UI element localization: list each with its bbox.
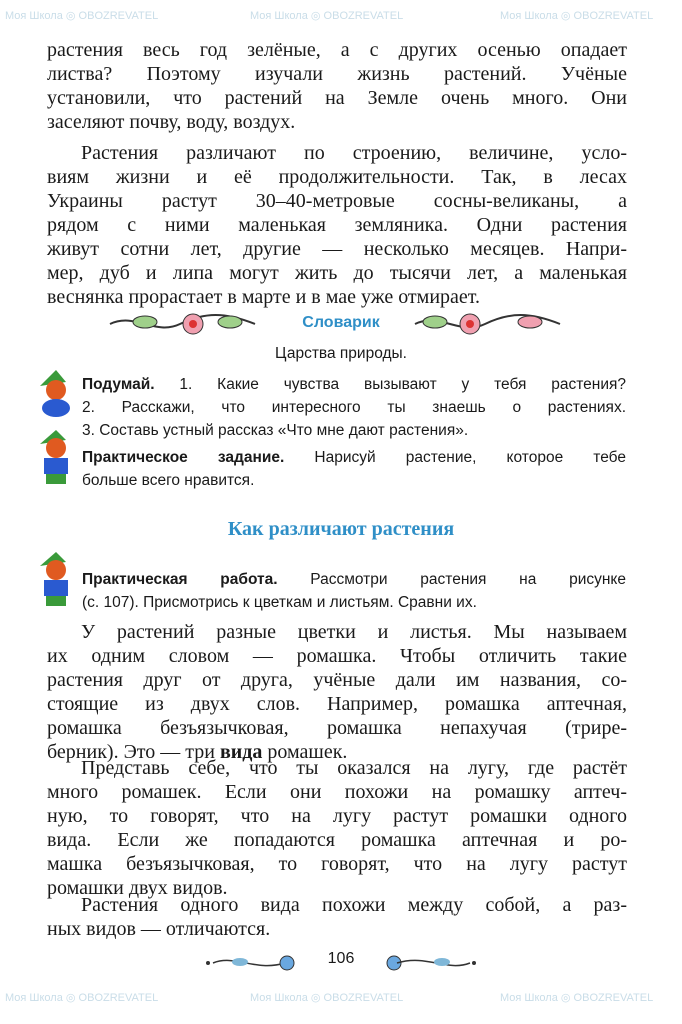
- practical-work: [82, 568, 626, 614]
- text-line: Растения одного вида похожи между собой, а раз-: [81, 894, 627, 916]
- think-label: Подумай.: [82, 376, 155, 393]
- think-task: [82, 373, 626, 442]
- watermark: Моя Школа ◎ OBOZREVATEL: [250, 10, 404, 22]
- practical-task-label: Практическое задание.: [82, 449, 285, 466]
- text-line: У растений разные цветки и листья. Мы называем: [81, 621, 627, 643]
- text-line: (с. 107). Присмотрись к цветкам и листьям. Сравни их.: [82, 594, 477, 611]
- text-line: Рассмотри растения на рисунке: [277, 571, 626, 588]
- text-line: больше всего нравится.: [82, 472, 255, 489]
- text-line: Нарисуй растение, которое тебе: [284, 449, 626, 466]
- watermark: Моя Школа ◎ OBOZREVATEL: [250, 992, 404, 1004]
- page-number: 106: [327, 950, 355, 967]
- glossary-term: Царства природы.: [275, 345, 407, 362]
- text-line: Растения различают по строению, величине, усло-: [81, 142, 627, 164]
- text-line: растения весь год зелёные, а с других осенью опадает: [47, 39, 627, 61]
- watermark: Моя Школа ◎ OBOZREVATEL: [500, 10, 654, 22]
- text-line: ромашка безъязычковая, ромашка непахучая (трире-: [47, 717, 627, 739]
- text-line: стоящие из двух слов. Например, ромашка аптечная,: [47, 693, 627, 715]
- gnome-icon: [36, 428, 76, 486]
- text-span: ромашек.: [262, 741, 348, 763]
- page-ornament-right: [382, 952, 477, 974]
- text-line: ромашки двух видов.: [47, 877, 228, 899]
- text-line: растения друг от друга, учёные дали им названия, со-: [47, 669, 627, 691]
- text-line: Украины растут 30–40-метровые сосны-великаны, а: [47, 190, 627, 212]
- practical-task: [82, 446, 626, 492]
- text-line: живут сотни лет, другие — несколько месяцев. Напри-: [47, 238, 627, 260]
- text-line: установили, что растений на Земле очень много. Они: [47, 87, 627, 109]
- paragraph-3: [47, 620, 627, 764]
- glossary-title: Словарик: [302, 314, 380, 331]
- text-line: 2. Расскажи, что интересного ты знаешь о растениях.: [82, 399, 626, 416]
- practical-work-label: Практическая работа.: [82, 571, 278, 588]
- text-line: ную, то говорят, что на лугу растут ромашки одного: [47, 805, 627, 827]
- text-line: много ромашек. Если они похожи на ромашку аптеч-: [47, 781, 627, 803]
- paragraph-2: [47, 141, 627, 309]
- text-line: их одним словом — ромашка. Чтобы отличить такие: [47, 645, 627, 667]
- paragraph-5: [47, 893, 627, 941]
- section-title: Как различают растения: [227, 518, 455, 540]
- paragraph-1: [47, 38, 627, 134]
- paragraph-4: [47, 756, 627, 900]
- text-line: Представь себе, что ты оказался на лугу, где растёт: [81, 757, 627, 779]
- text-line: 1. Какие чувства вызывают у тебя растения?: [154, 376, 626, 393]
- text-line: вида. Если же попадаются ромашка аптечная и ро-: [47, 829, 627, 851]
- text-line: виям жизни и её продолжительности. Так, в лесах: [47, 166, 627, 188]
- term-bold: вида: [219, 741, 263, 763]
- text-line: рядом с ними маленькая земляника. Одни растения: [47, 214, 627, 236]
- gnome-icon: [36, 550, 76, 608]
- text-span: берник). Это — три: [47, 741, 220, 763]
- watermark: Моя Школа ◎ OBOZREVATEL: [5, 992, 159, 1004]
- floral-ornament-right: [410, 308, 565, 340]
- text-line: листва? Поэтому изучали жизнь растений. Учёные: [47, 63, 627, 85]
- watermark: Моя Школа ◎ OBOZREVATEL: [5, 10, 159, 22]
- watermark: Моя Школа ◎ OBOZREVATEL: [500, 992, 654, 1004]
- text-line: ных видов — отличаются.: [47, 918, 271, 940]
- text-line: машка безъязычковая, то говорят, что на лугу растут: [47, 853, 627, 875]
- text-line: заселяют почву, воду, воздух.: [47, 111, 296, 133]
- text-line: 3. Составь устный рассказ «Что мне дают растения».: [82, 422, 469, 439]
- text-line: мер, дуб и липа могут жить до тысячи лет, а маленькая: [47, 262, 627, 284]
- gnome-icon: [36, 368, 76, 418]
- text-line: веснянка прорастает в марте и в мае уже отмирает.: [47, 286, 481, 308]
